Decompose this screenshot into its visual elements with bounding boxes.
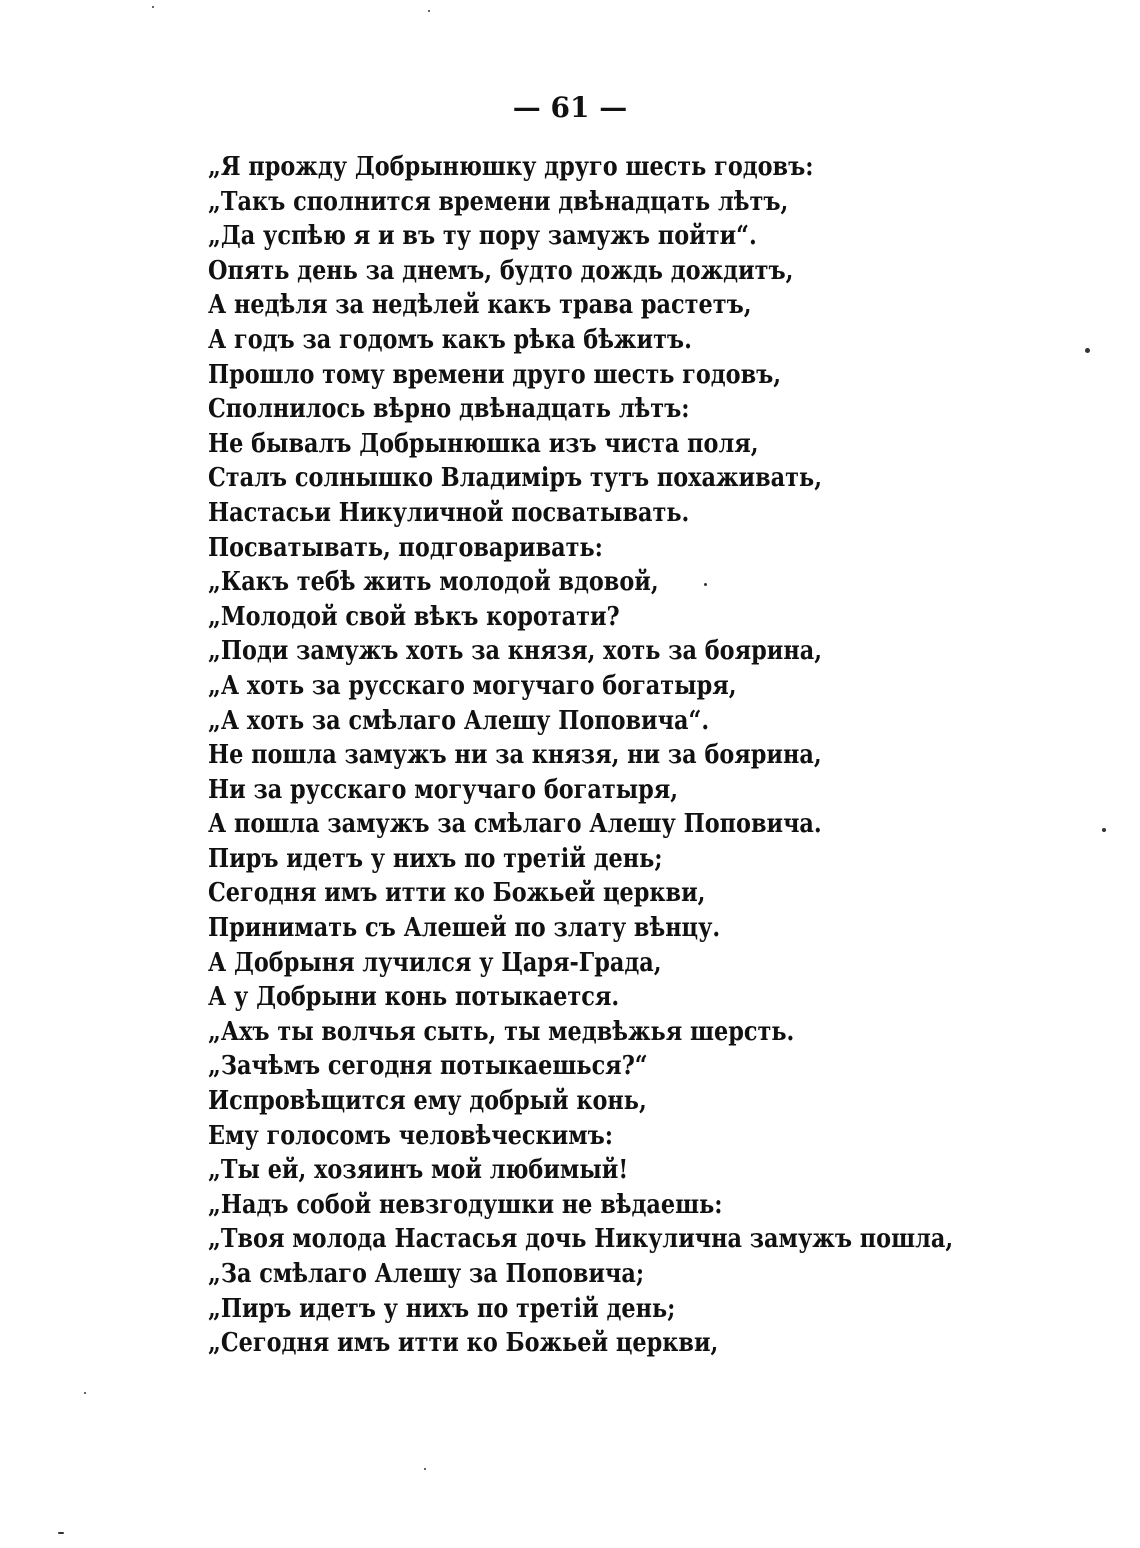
verse-line: Настасьи Никуличной посватывать.	[208, 497, 690, 528]
verse-line: „Я прожду Добрынюшку друго шесть годовъ:	[208, 152, 814, 182]
verse-line: „Твоя молода Настасья дочь Никулична замужъ пошла,	[208, 1224, 954, 1255]
scan-speck	[84, 1392, 86, 1394]
verse-line: Не бывалъ Добрынюшка изъ чиста поля,	[208, 428, 759, 459]
verse-line: Ни за русскаго могучаго богатыря,	[208, 774, 679, 805]
scan-speck	[704, 583, 707, 586]
verse-line: А Добрыня лучился у Царя-Града,	[208, 947, 662, 978]
verse-line: Посватывать, подговаривать:	[208, 532, 603, 563]
verse-line: Принимать съ Алешей по злату вѣнцу.	[208, 913, 721, 944]
verse-line: Пиръ идетъ у нихъ по третій день;	[208, 843, 663, 874]
verse-line: А пошла замужъ за смѣлаго Алешу Поповича.	[208, 809, 822, 840]
verse-line: Сполнилось вѣрно двѣнадцать лѣтъ:	[208, 394, 690, 425]
verse-line: „А хоть за русскаго могучаго богатыря,	[208, 670, 737, 701]
scan-speck	[1102, 828, 1106, 832]
verse-line: Ему голосомъ человѣческимъ:	[208, 1120, 614, 1151]
verse-line: Сталъ солнышко Владиміръ тутъ похаживать,	[208, 463, 822, 494]
verse-line: „Надъ собой невзгодушки не вѣдаешь:	[208, 1189, 723, 1220]
verse-line: „Ахъ ты волчья сыть, ты медвѣжья шерсть.	[208, 1016, 795, 1047]
verse-line: „Да успѣю я и въ ту пору замужъ пойти“.	[208, 221, 757, 252]
scan-speck	[1085, 348, 1090, 353]
verse-line: Сегодня имъ итти ко Божьей церкви,	[208, 878, 706, 909]
verse-line: „За смѣлаго Алешу за Поповича;	[208, 1259, 645, 1289]
verse-line: Прошло тому времени друго шесть годовъ,	[208, 359, 782, 390]
verse-line: А годъ за годомъ какъ рѣка бѣжитъ.	[208, 324, 692, 355]
verse-line: „Зачѣмъ сегодня потыкаешься?“	[208, 1051, 648, 1082]
verse-line: Опять день за днемъ, будто дождь дождитъ,	[208, 255, 794, 286]
scan-speck	[428, 10, 430, 12]
verse-line: Испровѣщится ему добрый конь,	[208, 1086, 647, 1117]
verse-line: „Сегодня имъ итти ко Божьей церкви,	[208, 1328, 719, 1359]
scan-speck	[152, 6, 154, 8]
verse-line: А недѣля за недѣлей какъ трава растетъ,	[208, 290, 752, 321]
page-number: — 61 —	[512, 91, 628, 124]
scan-speck	[58, 1532, 64, 1534]
verse-line: „Какъ тебѣ жить молодой вдовой,	[208, 567, 659, 598]
verse-line: Не пошла замужъ ни за князя, ни за боярина,	[208, 740, 822, 771]
scan-speck	[424, 1468, 426, 1470]
poem-text	[208, 150, 1108, 1361]
verse-line: А у Добрыни конь потыкается.	[208, 982, 620, 1013]
verse-line: „Молодой свой вѣкъ коротати?	[208, 601, 620, 632]
verse-line: „Ты ей, хозяинъ мой любимый!	[208, 1155, 629, 1186]
verse-line: „Такъ сполнится времени двѣнадцать лѣтъ,	[208, 186, 789, 217]
verse-line: „А хоть за смѣлаго Алешу Поповича“.	[208, 705, 710, 736]
verse-line: „Поди замужъ хоть за князя, хоть за боярина,	[208, 636, 822, 667]
verse-line: „Пиръ идетъ у нихъ по третій день;	[208, 1293, 676, 1324]
